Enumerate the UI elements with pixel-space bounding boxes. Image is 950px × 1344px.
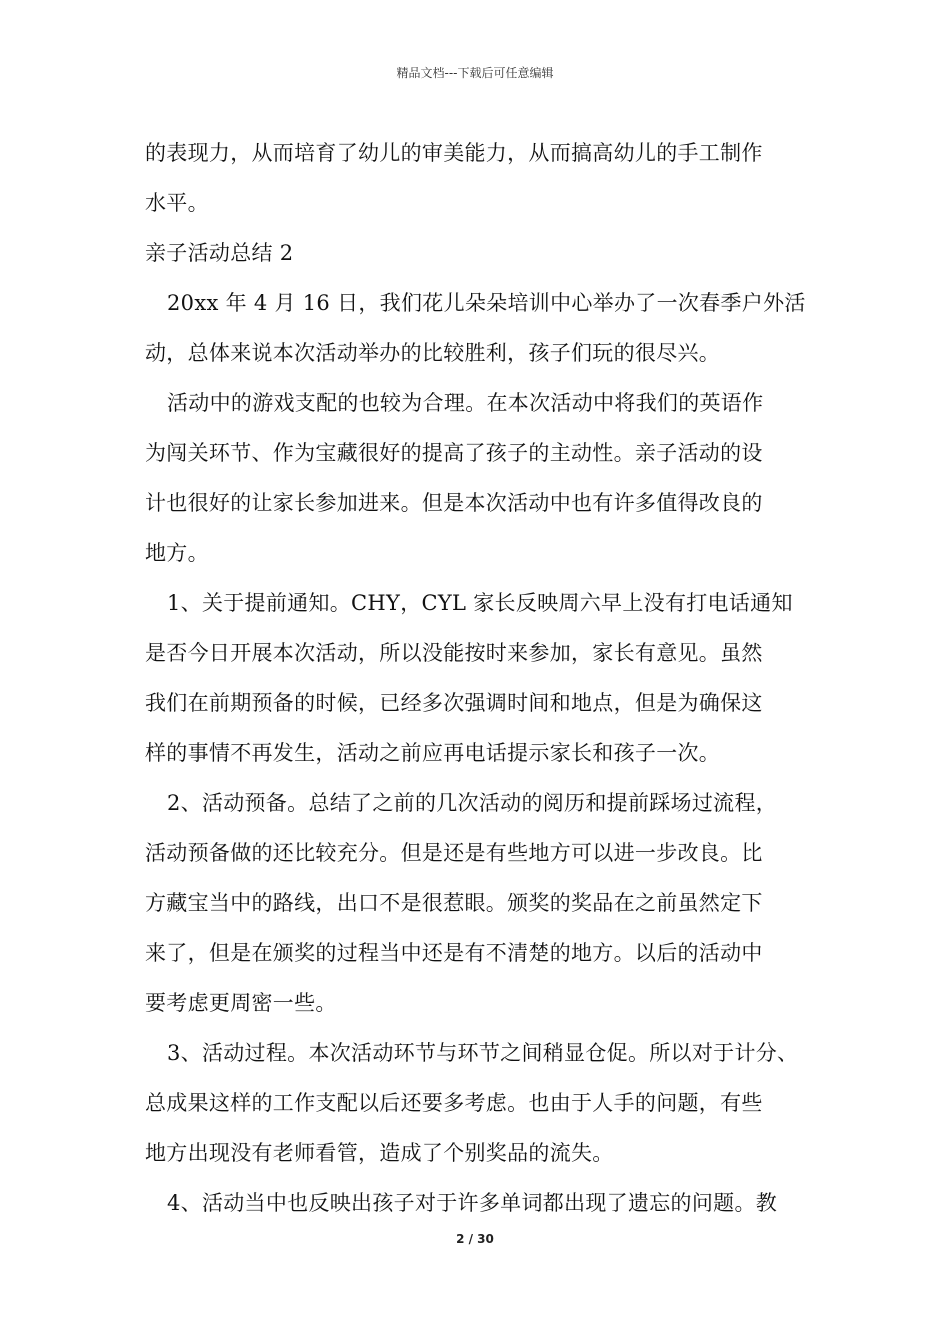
header-note: 精品文档---下载后可任意编辑	[396, 66, 554, 80]
text-line-6: 活动中的游戏支配的也较为合理。在本次活动中将我们的英语作	[167, 391, 764, 415]
text-line-22: 4、活动当中也反映出孩子对于许多单词都出现了遗忘的问题。教	[167, 1191, 778, 1215]
text-line-12: 我们在前期预备的时候，已经多次强调时间和地点，但是为确保这	[145, 691, 763, 715]
text-line-11: 是否今日开展本次活动，所以没能按时来参加，家长有意见。虽然	[145, 641, 763, 665]
section-heading: 亲子活动总结 2	[145, 241, 294, 265]
text-line-10: 1、关于提前通知。CHY，CYL 家长反映周六早上没有打电话通知	[167, 591, 793, 615]
text-line-15: 活动预备做的还比较充分。但是还是有些地方可以进一步改良。比	[145, 841, 763, 865]
text-line-17: 来了，但是在颁奖的过程当中还是有不清楚的地方。以后的活动中	[145, 941, 763, 965]
text-line-14: 2、活动预备。总结了之前的几次活动的阅历和提前踩场过流程，	[167, 791, 778, 815]
text-line-16: 方藏宝当中的路线，出口不是很惹眼。颁奖的奖品在之前虽然定下	[145, 891, 763, 915]
text-line-19: 3、活动过程。本次活动环节与环节之间稍显仓促。所以对于计分、	[167, 1041, 799, 1065]
text-line-7: 为闯关环节、作为宝藏很好的提高了孩子的主动性。亲子活动的设	[145, 441, 763, 465]
page-number: 2 / 30	[456, 1232, 494, 1246]
text-line-1: 的表现力，从而培育了幼儿的审美能力，从而搞高幼儿的手工制作	[145, 141, 763, 165]
text-line-9: 地方。	[145, 541, 209, 565]
text-line-4: 20xx 年 4 月 16 日，我们花儿朵朵培训中心举办了一次春季户外活	[167, 291, 806, 315]
body-text	[145, 128, 810, 1228]
text-line-18: 要考虑更周密一些。	[145, 991, 337, 1015]
text-line-2: 水平。	[145, 191, 209, 215]
text-line-20: 总成果这样的工作支配以后还要多考虑。也由于人手的问题，有些	[145, 1091, 763, 1115]
text-line-8: 计也很好的让家长参加进来。但是本次活动中也有许多值得改良的	[145, 491, 763, 515]
text-line-5: 动，总体来说本次活动举办的比较胜利，孩子们玩的很尽兴。	[145, 341, 721, 365]
text-line-21: 地方出现没有老师看管，造成了个别奖品的流失。	[145, 1141, 614, 1165]
text-line-13: 样的事情不再发生，活动之前应再电话提示家长和孩子一次。	[145, 741, 721, 765]
